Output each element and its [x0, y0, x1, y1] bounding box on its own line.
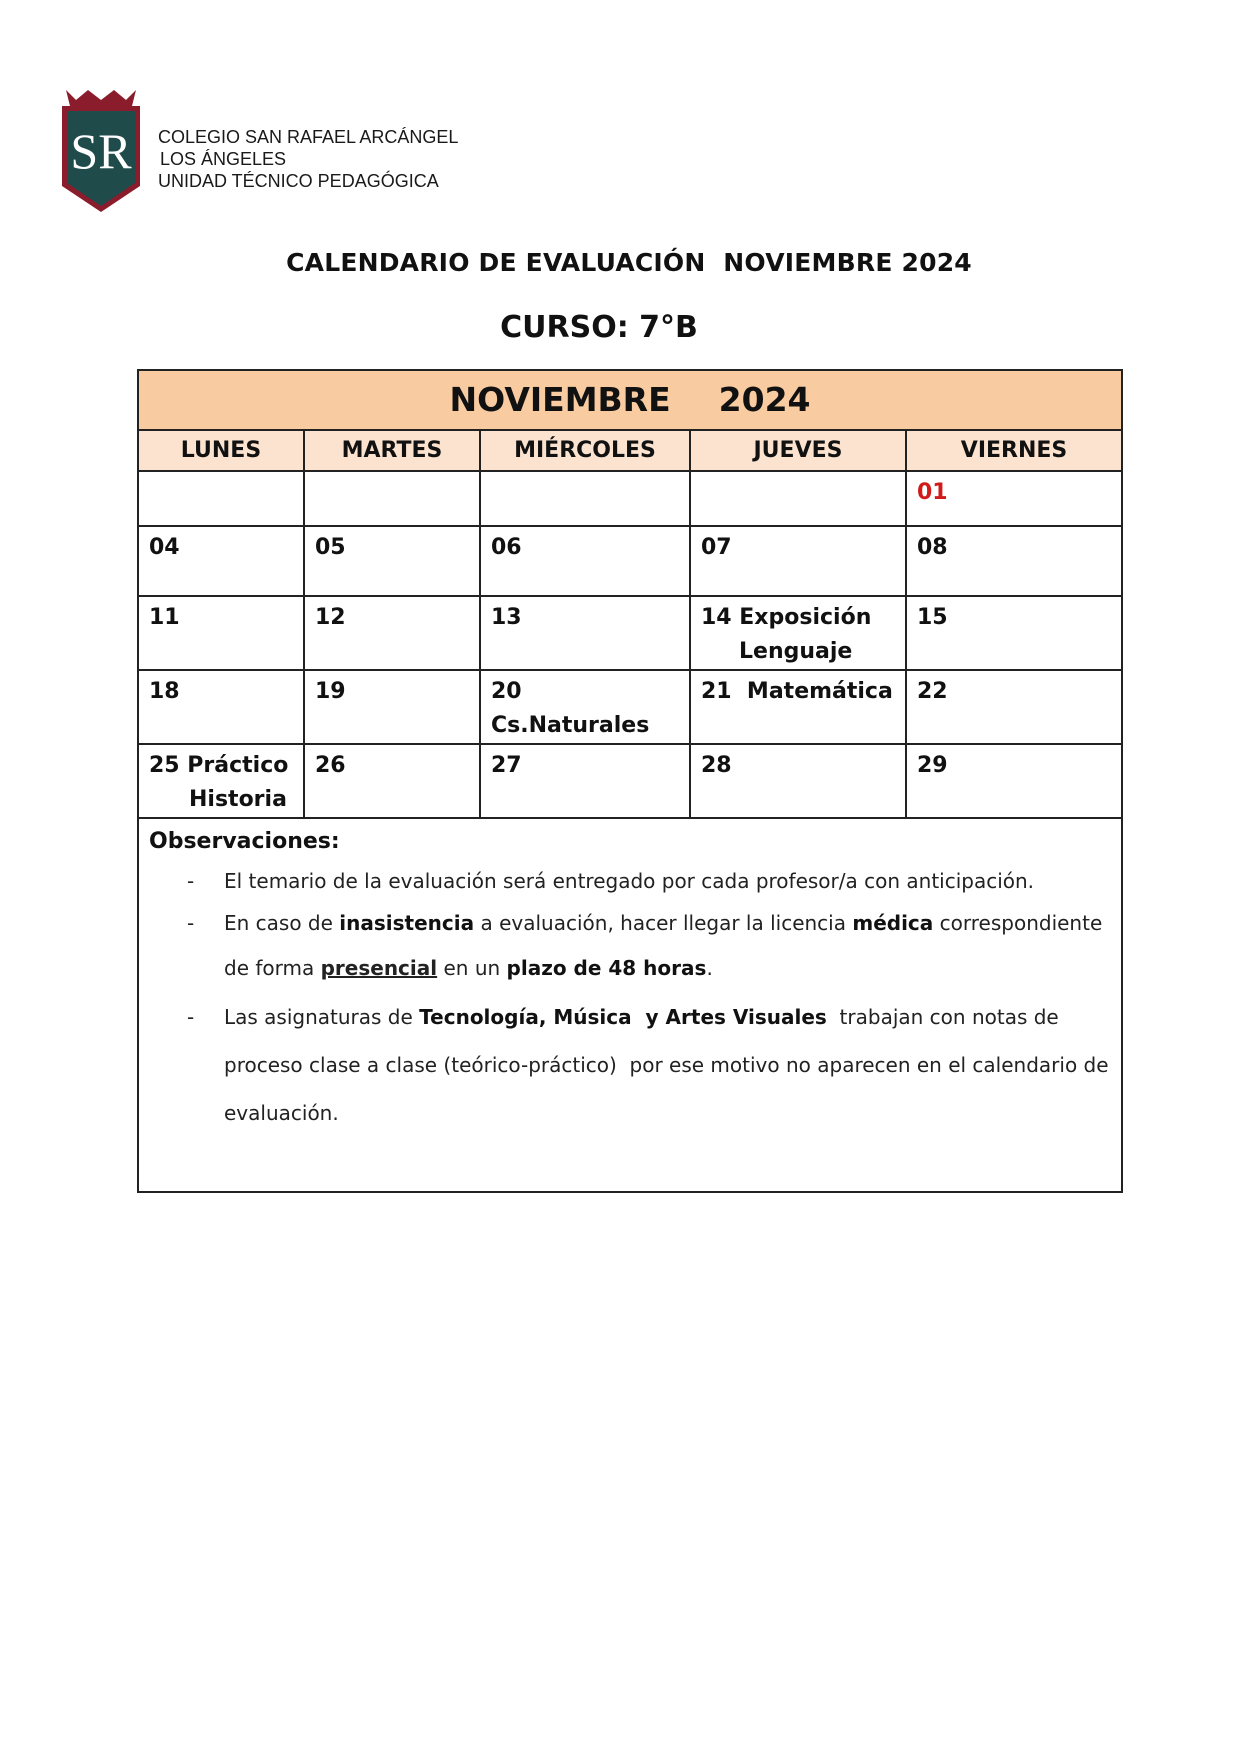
evaluation-calendar	[137, 369, 1123, 1193]
day-cell: 15	[906, 596, 1122, 670]
highlighted-day: 01	[917, 480, 948, 505]
exam-entry: 21 Matemática	[701, 679, 893, 704]
day-cell	[690, 670, 906, 744]
school-unit: UNIDAD TÉCNICO PEDAGÓGICA	[158, 171, 439, 191]
day-cell: 18	[138, 670, 304, 744]
school-crest-logo	[58, 86, 144, 216]
document-title: CALENDARIO DE EVALUACIÓN NOVIEMBRE 2024	[286, 248, 972, 277]
day-cell: 08	[906, 526, 1122, 596]
day-cell: 06	[480, 526, 690, 596]
day-cell	[480, 670, 690, 744]
day-cell: 13	[480, 596, 690, 670]
day-cell	[138, 471, 304, 526]
observations-list	[149, 861, 1115, 1137]
weekday-header: MIÉRCOLES	[480, 430, 690, 471]
day-cell: 26	[304, 744, 480, 818]
day-cell	[304, 471, 480, 526]
day-cell	[480, 471, 690, 526]
day-cell: 19	[304, 670, 480, 744]
school-city: LOS ÁNGELES	[160, 149, 287, 169]
day-cell	[690, 596, 906, 670]
calendar-week-row	[138, 596, 1122, 670]
exam-subject: Lenguaje	[739, 639, 853, 664]
calendar-week-row	[138, 471, 1122, 526]
day-cell: 05	[304, 526, 480, 596]
day-cell: 11	[138, 596, 304, 670]
exam-entry: 14 Exposición	[701, 605, 872, 630]
calendar-week-row	[138, 670, 1122, 744]
day-cell: 07	[690, 526, 906, 596]
month-header	[138, 370, 1122, 430]
day-cell: 29	[906, 744, 1122, 818]
observation-item: - Las asignaturas de Tecnología, Música y Artes Visuales trabajan con notas de proceso clase a clase (teórico-práctico) por ese motivo no aparecen en el calendario de evaluación.	[149, 993, 1111, 1137]
calendar-week-row	[138, 744, 1122, 818]
day-cell: 04	[138, 526, 304, 596]
weekday-header: VIERNES	[906, 430, 1122, 471]
month-name: NOVIEMBRE	[449, 380, 671, 419]
observations-section	[138, 818, 1122, 1192]
logo-monogram: SR	[70, 123, 132, 179]
day-cell: 12	[304, 596, 480, 670]
day-cell	[690, 471, 906, 526]
day-cell	[906, 471, 1122, 526]
day-cell: 27	[480, 744, 690, 818]
observation-item: - El temario de la evaluación será entregado por cada profesor/a con anticipación.	[149, 861, 1111, 901]
course-label: CURSO: 7°B	[500, 310, 698, 345]
month-year: 2024	[718, 380, 811, 419]
school-info	[158, 126, 458, 192]
exam-entry: 25 Práctico	[149, 753, 289, 778]
day-cell: 22	[906, 670, 1122, 744]
weekday-header: MARTES	[304, 430, 480, 471]
calendar-week-row	[138, 526, 1122, 596]
weekday-header: LUNES	[138, 430, 304, 471]
observations-title: Observaciones:	[149, 829, 340, 854]
weekday-header: JUEVES	[690, 430, 906, 471]
exam-entry: 20 Cs.Naturales	[491, 679, 650, 738]
observation-item: - En caso de inasistencia a evaluación, hacer llegar la licencia médica correspondiente de forma presencial en un plazo de 48 horas.	[149, 901, 1111, 991]
school-name: COLEGIO SAN RAFAEL ARCÁNGEL	[158, 127, 459, 147]
exam-subject: Historia	[189, 787, 287, 812]
day-cell: 28	[690, 744, 906, 818]
day-cell	[138, 744, 304, 818]
